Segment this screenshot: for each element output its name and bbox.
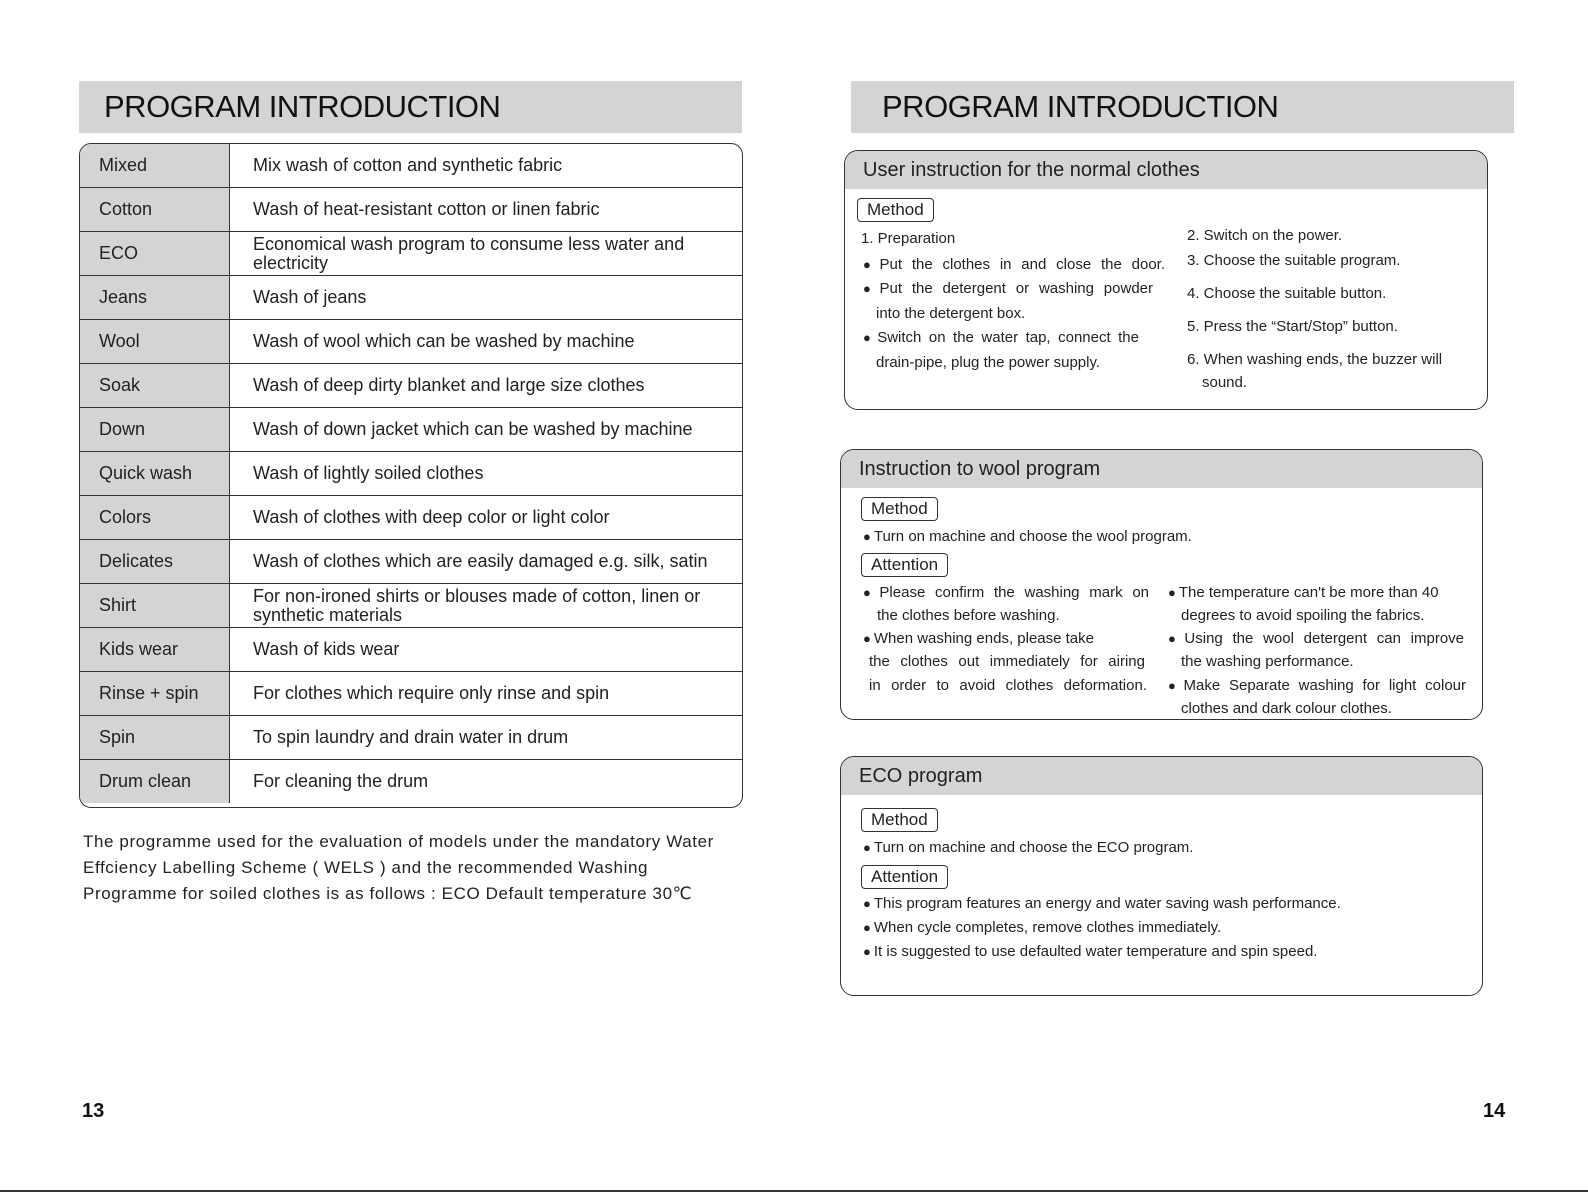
eco-method-text: ● Turn on machine and choose the ECO program. (863, 836, 1363, 860)
program-description: Economical wash program to consume less water and electricity (253, 233, 685, 273)
normal-bullet-1: ● Put the clothes in and close the door. (863, 253, 1165, 277)
program-name: Rinse + spin (80, 672, 230, 715)
program-description: Mix wash of cotton and synthetic fabric (253, 155, 563, 175)
program-row (80, 496, 742, 540)
normal-step-6-cont: sound. (1202, 374, 1248, 391)
normal-bullet-2: ● Put the detergent or washing powder (863, 277, 1153, 301)
program-name: Jeans (80, 276, 230, 319)
wool-attention-left-2-cont2: in order to avoid clothes deformation. (869, 677, 1147, 694)
normal-step-2: 2. Switch on the power. (1187, 227, 1343, 244)
program-name: Down (80, 408, 230, 451)
wool-attention-left-1-cont: the clothes before washing. (877, 607, 1060, 624)
program-description: Wash of down jacket which can be washed by machine (253, 419, 693, 439)
normal-step-1: 1. Preparation (861, 230, 956, 247)
normal-clothes-title: User instruction for the normal clothes (845, 151, 1487, 189)
program-row (80, 716, 742, 760)
program-name: Cotton (80, 188, 230, 231)
program-row (80, 584, 742, 628)
eco-attention-label: Attention (861, 865, 948, 889)
wool-program-title: Instruction to wool program (841, 450, 1482, 488)
program-row (80, 364, 742, 408)
program-name: Spin (80, 716, 230, 759)
wool-attention-left-2-cont: the clothes out immediately for airing (869, 653, 1145, 670)
program-row (80, 232, 742, 276)
eco-attention-item-3: ● It is suggested to use defaulted water temperature and spin speed. (863, 940, 1483, 964)
program-description: Wash of kids wear (253, 639, 400, 659)
program-row (80, 540, 742, 584)
wool-attention-right-1-cont: degrees to avoid spoiling the fabrics. (1181, 607, 1425, 624)
normal-bullet-2-cont: into the detergent box. (876, 305, 1026, 322)
page-number-left: 13 (82, 1100, 105, 1122)
program-row (80, 188, 742, 232)
normal-step-5: 5. Press the “Start/Stop” button. (1187, 318, 1398, 335)
left-page-header (79, 81, 742, 133)
program-description: Wash of wool which can be washed by machine (253, 331, 635, 351)
program-row (80, 672, 742, 716)
program-row (80, 408, 742, 452)
normal-bullet-3-cont: drain-pipe, plug the power supply. (876, 354, 1101, 371)
program-row (80, 628, 742, 672)
eco-attention-item-2: ● When cycle completes, remove clothes immediately. (863, 916, 1483, 940)
wool-attention-label: Attention (861, 553, 948, 577)
program-row (80, 144, 742, 188)
program-row (80, 320, 742, 364)
normal-bullet-3: ● Switch on the water tap, connect the (863, 326, 1139, 350)
wool-method-label: Method (861, 497, 938, 521)
program-description: Wash of clothes with deep color or light color (253, 507, 610, 527)
program-name: Colors (80, 496, 230, 539)
normal-step-4: 4. Choose the suitable button. (1187, 285, 1387, 302)
program-name: Drum clean (80, 760, 230, 803)
wool-attention-right-3-cont: clothes and dark colour clothes. (1181, 700, 1392, 717)
program-description: Wash of lightly soiled clothes (253, 463, 484, 483)
program-description: For clothes which require only rinse and spin (253, 683, 610, 703)
program-name: Kids wear (80, 628, 230, 671)
wool-attention-right-2: ● Using the wool detergent can improve (1168, 627, 1464, 651)
left-page-title: PROGRAM INTRODUCTION (104, 89, 501, 124)
program-name: ECO (80, 232, 230, 275)
eco-method-label: Method (861, 808, 938, 832)
page-number-right: 14 (1483, 1100, 1506, 1122)
program-description: For cleaning the drum (253, 771, 429, 791)
program-name: Delicates (80, 540, 230, 583)
right-page (794, 0, 1588, 1192)
program-description: For non-ironed shirts or blouses made of cotton, linen or synthetic materials (253, 585, 701, 625)
wool-method-text: ● Turn on machine and choose the wool program. (863, 525, 1363, 549)
program-description: Wash of heat-resistant cotton or linen fabric (253, 199, 600, 219)
program-description: Wash of deep dirty blanket and large size clothes (253, 375, 645, 395)
normal-step-3: 3. Choose the suitable program. (1187, 252, 1401, 269)
wool-attention-right-1: ● The temperature can't be more than 40 (1168, 581, 1468, 605)
program-description: To spin laundry and drain water in drum (253, 727, 569, 747)
program-name: Soak (80, 364, 230, 407)
wool-attention-left-2: ● When washing ends, please take (863, 627, 1153, 651)
wels-note: The programme used for the evaluation of models under the mandatory Water Effciency Labelling Scheme ( WELS ) and the recommended Washing Programme for soiled clothes is as follows : ECO Default temperature 30℃ (83, 832, 714, 903)
program-name: Quick wash (80, 452, 230, 495)
program-row (80, 276, 742, 320)
eco-program-title: ECO program (841, 757, 1482, 795)
normal-method-label: Method (857, 198, 934, 222)
program-row (80, 760, 742, 803)
right-page-title: PROGRAM INTRODUCTION (882, 89, 1279, 124)
program-row (80, 452, 742, 496)
program-name: Shirt (80, 584, 230, 627)
program-description: Wash of clothes which are easily damaged e.g. silk, satin (253, 551, 708, 571)
wool-attention-left-1: ● Please confirm the washing mark on (863, 581, 1149, 605)
program-description: Wash of jeans (253, 287, 367, 307)
right-page-header (851, 81, 1514, 133)
wool-attention-right-3: ● Make Separate washing for light colour (1168, 674, 1466, 698)
program-name: Wool (80, 320, 230, 363)
program-name: Mixed (80, 144, 230, 187)
program-table (79, 143, 743, 808)
eco-attention-item-1: ● This program features an energy and water saving wash performance. (863, 892, 1483, 916)
wool-attention-right-2-cont: the washing performance. (1181, 653, 1354, 670)
normal-step-6: 6. When washing ends, the buzzer will (1187, 351, 1443, 368)
